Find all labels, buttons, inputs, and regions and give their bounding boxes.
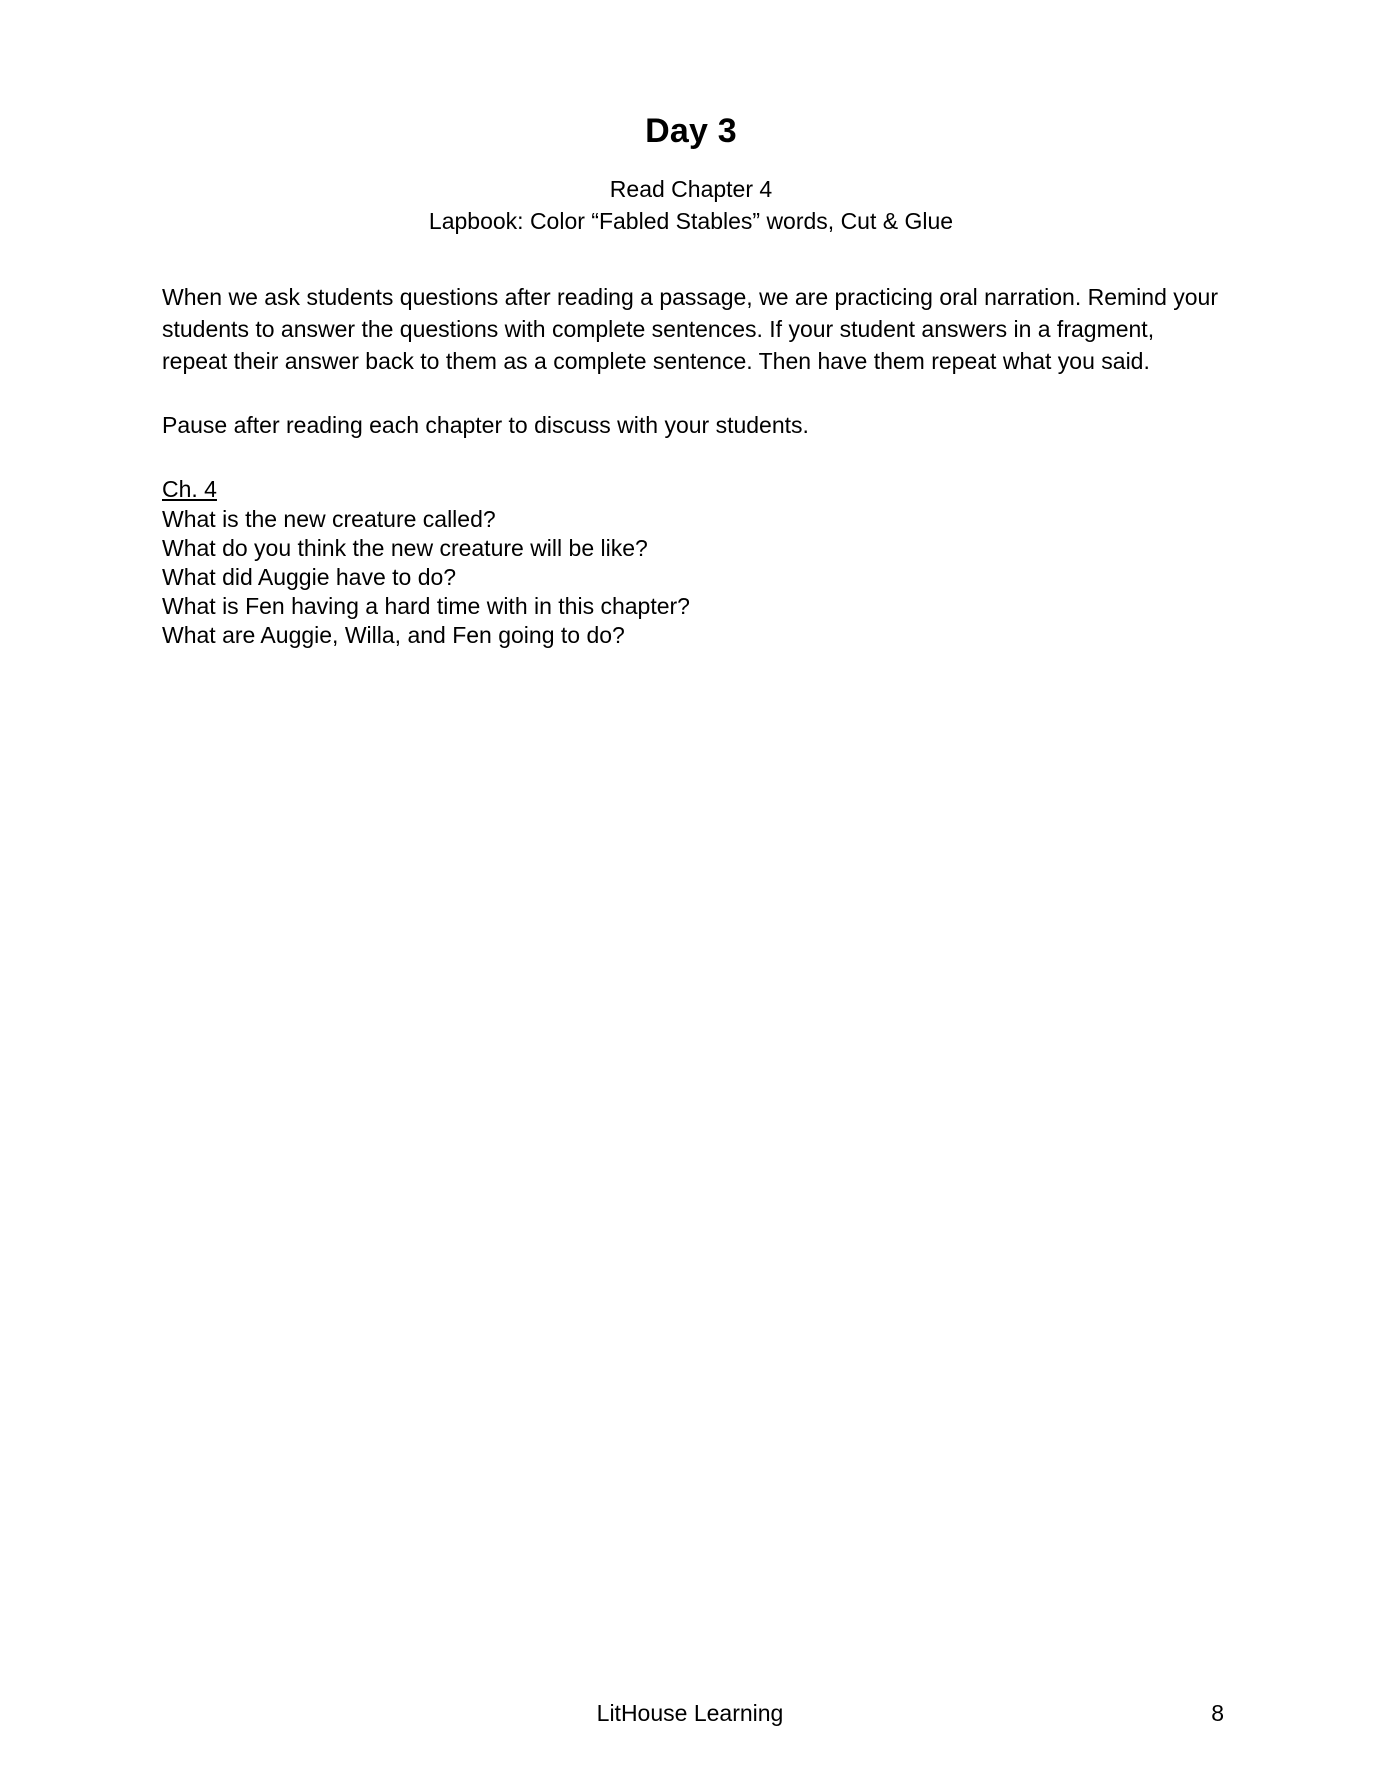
question-item: What are Auggie, Willa, and Fen going to do? [162,622,625,648]
chapter-heading-wrap [162,473,1220,505]
question-item: What is the new creature called? [162,506,496,532]
question-item: What did Auggie have to do? [162,564,457,590]
intro-paragraph-block [162,237,1220,377]
page-title: Day 3 [645,112,737,150]
paragraph-oral-narration: When we ask students questions after reading a passage, we are practicing oral narration. Remind your students to answer the questions with complete sentences. If your student answers in a fragment, repeat their answer back to them as a complete sentence. Then have them repeat what you said. [162,284,1219,374]
paragraph-pause-discuss: Pause after reading each chapter to discuss with your students. [162,412,809,438]
page-footer [0,1666,1380,1786]
pause-paragraph-block [162,377,1220,441]
chapter-section [162,441,1220,650]
footer-page-number: 8 [1211,1700,1224,1726]
page-content [162,0,1220,650]
subtitle-lapbook-activity: Lapbook: Color “Fabled Stables” words, Cut & Glue [428,208,954,234]
footer-publisher: LitHouse Learning [596,1700,784,1726]
subtitle-reading-assignment: Read Chapter 4 [609,176,773,202]
question-item: What is Fen having a hard time with in this chapter? [162,593,690,619]
question-item: What do you think the new creature will be like? [162,535,648,561]
chapter-label: Ch. 4 [162,476,217,502]
